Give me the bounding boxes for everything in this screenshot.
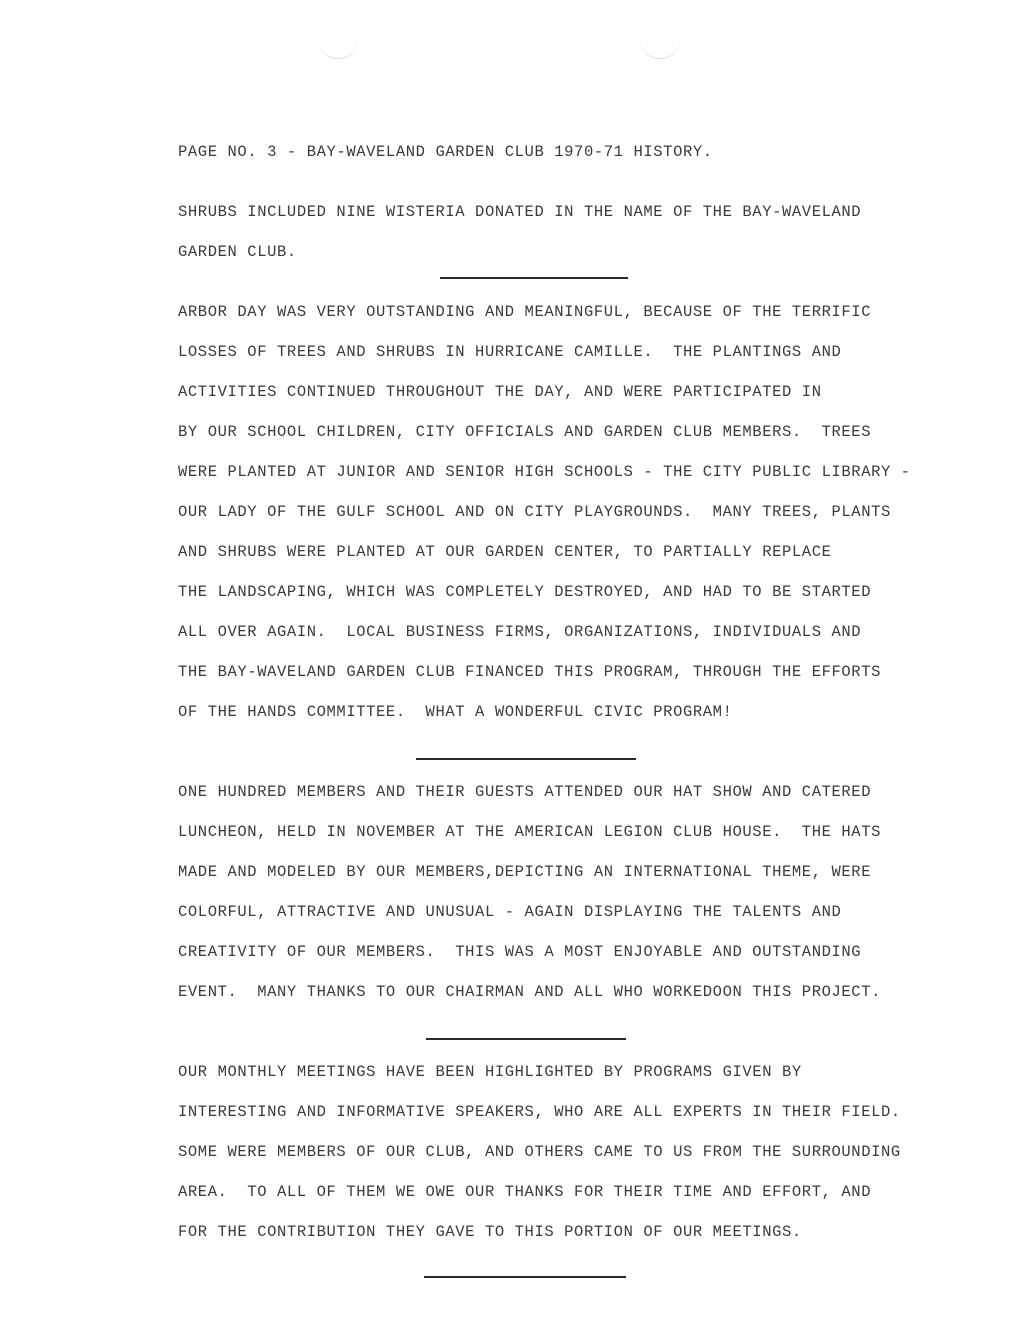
paragraph-2-line-1: ARBOR DAY WAS VERY OUTSTANDING AND MEANINGFUL, BECAUSE OF THE TERRIFIC [178,303,872,321]
section-divider-4 [424,1276,626,1278]
paragraph-4-line-4: AREA. TO ALL OF THEM WE OWE OUR THANKS FOR THEIR TIME AND EFFORT, AND [178,1183,872,1201]
paragraph-4-line-3: SOME WERE MEMBERS OF OUR CLUB, AND OTHERS CAME TO US FROM THE SURROUNDING [178,1143,901,1161]
paragraph-3-line-6: EVENT. MANY THANKS TO OUR CHAIRMAN AND ALL WHO WORKEDOON THIS PROJECT. [178,983,882,1001]
section-divider-1 [440,277,628,279]
paragraph-4-line-1: OUR MONTHLY MEETINGS HAVE BEEN HIGHLIGHTED BY PROGRAMS GIVEN BY [178,1063,802,1081]
paragraph-3-line-3: MADE AND MODELED BY OUR MEMBERS,DEPICTING AN INTERNATIONAL THEME, WERE [178,863,872,881]
paragraph-4-line-2: INTERESTING AND INFORMATIVE SPEAKERS, WHO ARE ALL EXPERTS IN THEIR FIELD. [178,1103,901,1121]
page-header: PAGE NO. 3 - BAY-WAVELAND GARDEN CLUB 1970-71 HISTORY. [178,143,713,161]
paragraph-3-line-5: CREATIVITY OF OUR MEMBERS. THIS WAS A MOST ENJOYABLE AND OUTSTANDING [178,943,862,961]
paragraph-3-line-4: COLORFUL, ATTRACTIVE AND UNUSUAL - AGAIN DISPLAYING THE TALENTS AND [178,903,842,921]
paragraph-4-line-5: FOR THE CONTRIBUTION THEY GAVE TO THIS PORTION OF OUR MEETINGS. [178,1223,802,1241]
section-divider-3 [426,1038,626,1040]
paragraph-1-line-2: GARDEN CLUB. [178,243,297,261]
paragraph-2-line-7: AND SHRUBS WERE PLANTED AT OUR GARDEN CENTER, TO PARTIALLY REPLACE [178,543,832,561]
paragraph-1-line-1: SHRUBS INCLUDED NINE WISTERIA DONATED IN THE NAME OF THE BAY-WAVELAND [178,203,862,221]
paragraph-2-line-2: LOSSES OF TREES AND SHRUBS IN HURRICANE CAMILLE. THE PLANTINGS AND [178,343,842,361]
punch-hole-mark-left [318,40,358,59]
paragraph-2-line-9: ALL OVER AGAIN. LOCAL BUSINESS FIRMS, ORGANIZATIONS, INDIVIDUALS AND [178,623,862,641]
punch-hole-mark-right [640,40,680,59]
paragraph-3-line-2: LUNCHEON, HELD IN NOVEMBER AT THE AMERICAN LEGION CLUB HOUSE. THE HATS [178,823,882,841]
section-divider-2 [416,758,636,760]
paragraph-2-line-6: OUR LADY OF THE GULF SCHOOL AND ON CITY PLAYGROUNDS. MANY TREES, PLANTS [178,503,891,521]
paragraph-3-line-1: ONE HUNDRED MEMBERS AND THEIR GUESTS ATTENDED OUR HAT SHOW AND CATERED [178,783,872,801]
paragraph-2-line-5: WERE PLANTED AT JUNIOR AND SENIOR HIGH SCHOOLS - THE CITY PUBLIC LIBRARY - [178,463,911,481]
paragraph-2-line-4: BY OUR SCHOOL CHILDREN, CITY OFFICIALS AND GARDEN CLUB MEMBERS. TREES [178,423,872,441]
paragraph-2-line-11: OF THE HANDS COMMITTEE. WHAT A WONDERFUL CIVIC PROGRAM! [178,703,733,721]
paragraph-2-line-8: THE LANDSCAPING, WHICH WAS COMPLETELY DESTROYED, AND HAD TO BE STARTED [178,583,872,601]
paragraph-2-line-10: THE BAY-WAVELAND GARDEN CLUB FINANCED THIS PROGRAM, THROUGH THE EFFORTS [178,663,882,681]
paragraph-2-line-3: ACTIVITIES CONTINUED THROUGHOUT THE DAY, AND WERE PARTICIPATED IN [178,383,822,401]
